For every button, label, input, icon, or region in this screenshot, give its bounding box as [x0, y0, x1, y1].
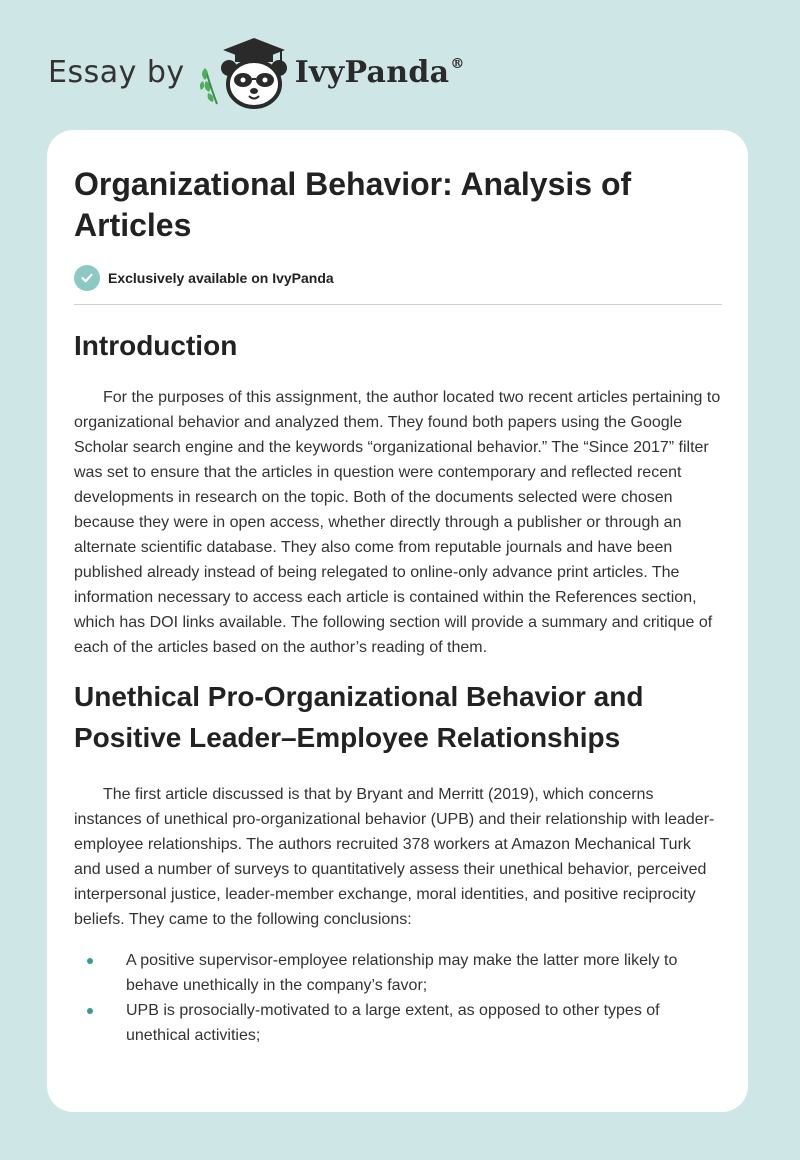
exclusive-label: Exclusively available on IvyPanda: [108, 270, 334, 286]
section-heading-unethical-behavior: Unethical Pro-Organizational Behavior and Positive Leader–Employee Relationships: [74, 681, 644, 753]
essay-by-label: Essay by: [48, 54, 185, 90]
article-card: [47, 130, 748, 1112]
bullet-icon: [87, 958, 93, 964]
registered-mark: ®: [450, 55, 465, 72]
conclusions-list: [74, 948, 722, 1048]
bullet-icon: [87, 1008, 93, 1014]
list-item: [74, 998, 722, 1048]
brand-text: IvyPanda: [294, 54, 450, 90]
exclusive-badge: [74, 264, 722, 292]
list-item-text: UPB is prosocially-motivated to a large extent, as opposed to other types of unethical activities;: [126, 1002, 660, 1044]
unethical-behavior-paragraph: The first article discussed is that by Bryant and Merritt (2019), which concerns instances of unethical pro-organizational behavior (UPB) and their relationship with leader-employee relationships. The authors recruited 378 workers at Amazon Mechanical Turk and used a number of surveys to quantitatively assess their unethical behavior, perceived interpersonal justice, leader-member exchange, moral identities, and positive reciprocity beliefs. They came to the following conclusions:: [74, 786, 715, 928]
panda-logo-icon: [199, 34, 289, 110]
divider: [74, 304, 722, 305]
brand-name[interactable]: [295, 55, 465, 90]
site-header: [48, 32, 465, 112]
check-icon: [74, 265, 100, 291]
article-title: Organizational Behavior: Analysis of Articles: [74, 166, 632, 243]
introduction-paragraph: For the purposes of this assignment, the author located two recent articles pertaining to organizational behavior and analyzed them. They found both papers using the Google Scholar search engine and the keywords “organizational behavior.” The “Since 2017” filter was set to ensure that the articles in question were contemporary and reflected recent developments in research on the topic. Both of the documents selected were chosen because they were in open access, whether directly through a publisher or through an alternate scientific database. They also come from reputable journals and have been published already instead of being relegated to online-only advance print articles. The information necessary to access each article is contained within the References section, which has DOI links available. The following section will provide a summary and critique of each of the articles based on the author’s reading of them.: [74, 389, 721, 656]
section-heading-introduction: Introduction: [74, 330, 238, 361]
list-item: [74, 948, 722, 998]
list-item-text: A positive supervisor-employee relationship may make the latter more likely to behave unethically in the company’s favor;: [126, 952, 678, 994]
